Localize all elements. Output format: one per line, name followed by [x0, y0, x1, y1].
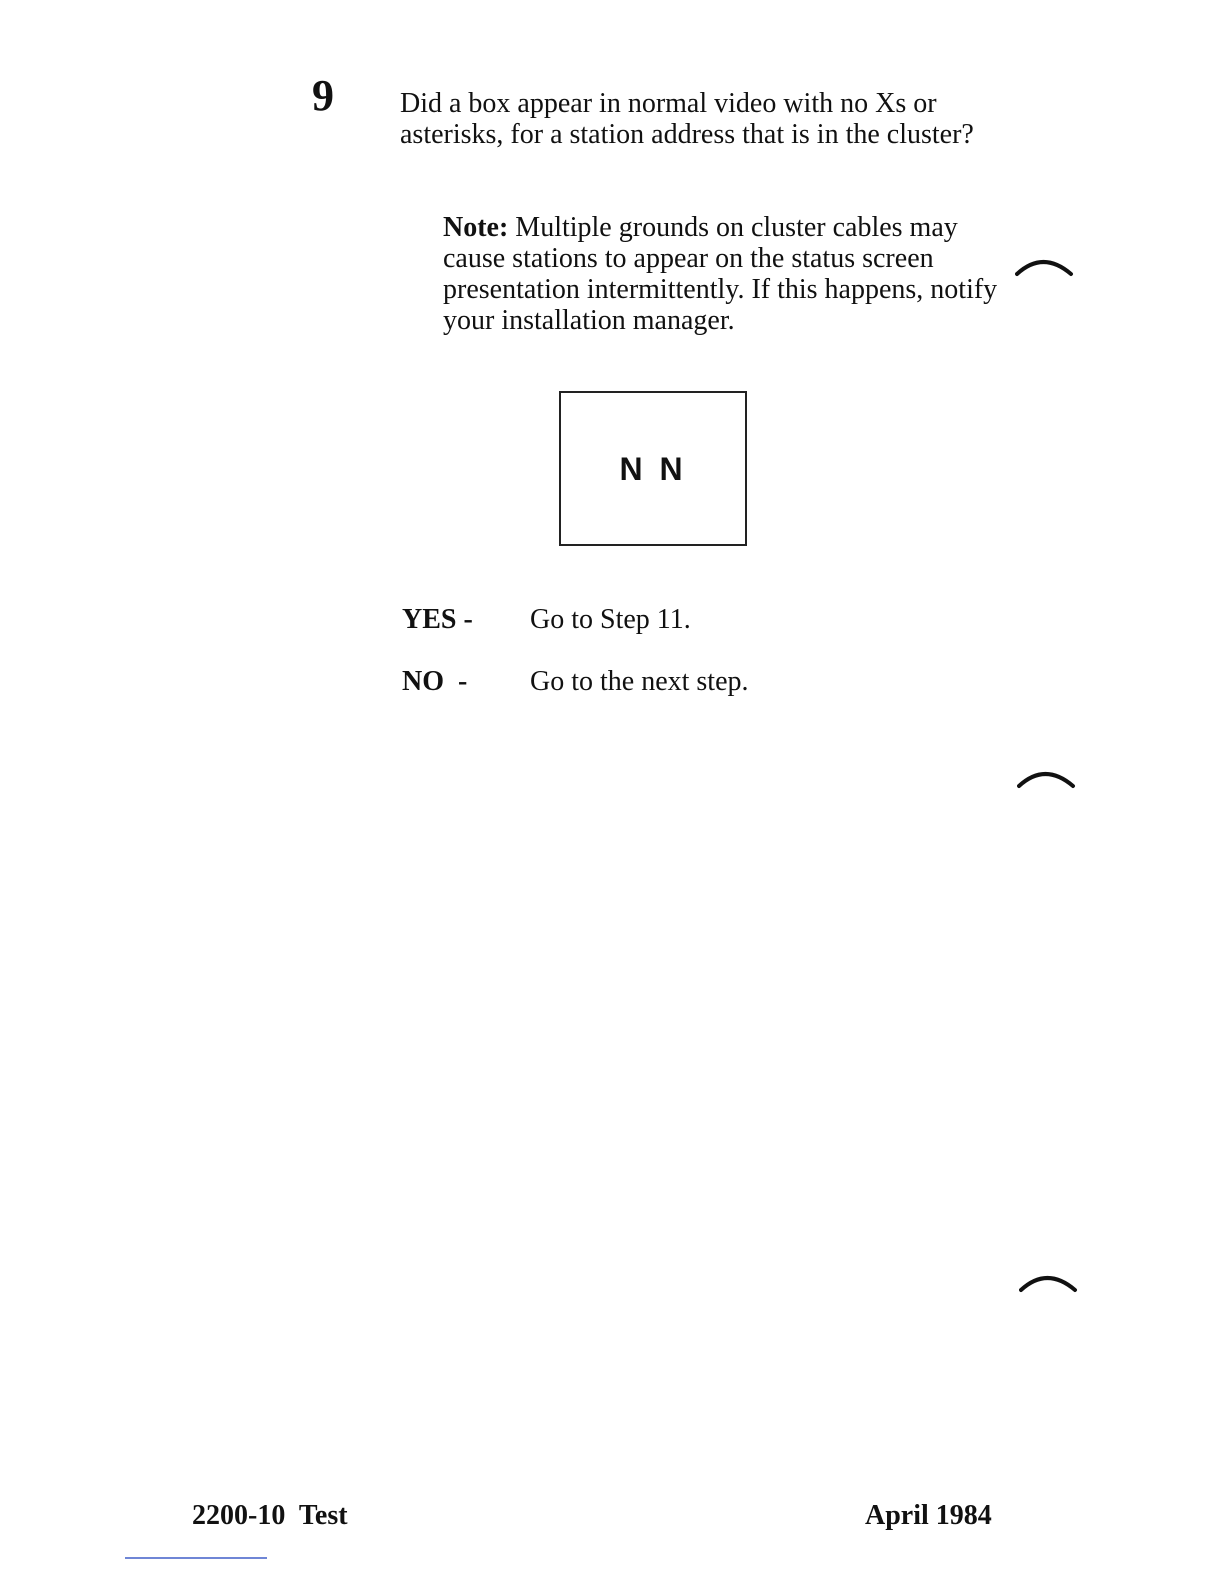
- binder-hole-mark-bottom: [1019, 1266, 1079, 1296]
- step-question: Did a box appear in normal video with no Xs or asterisks, for a station address that is in the cluster?: [400, 88, 974, 150]
- answer-no-label: NO -: [402, 666, 468, 697]
- footer-date: April 1984: [865, 1500, 992, 1531]
- note: [443, 212, 1003, 336]
- step-number: 9: [312, 71, 334, 120]
- status-screen-text: N N: [619, 451, 687, 487]
- bottom-rule: [125, 1557, 267, 1559]
- answer-yes-label: YES -: [402, 604, 473, 635]
- binder-hole-mark-top: [1015, 250, 1075, 280]
- binder-hole-mark-middle: [1017, 762, 1077, 792]
- footer-document-title: 2200-10 Test: [192, 1500, 348, 1531]
- note-text: Multiple grounds on cluster cables may cause stations to appear on the status screen presentation intermittently. If this happens, notify your installation manager.: [443, 212, 998, 336]
- status-screen-box: [559, 391, 747, 546]
- answer-no-text: Go to the next step.: [530, 666, 749, 697]
- answer-yes-text: Go to Step 11.: [530, 604, 691, 635]
- note-label: Note:: [443, 212, 509, 243]
